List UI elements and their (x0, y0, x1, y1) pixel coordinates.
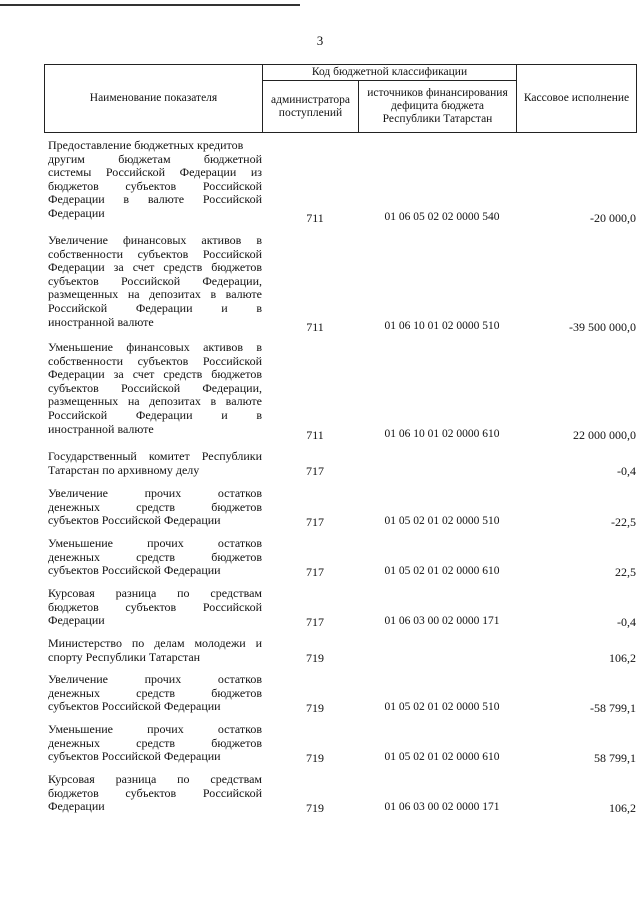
row-name: Увеличение прочих остатков денежных средств бюджетов субъектов Российской Федерации (48, 672, 262, 714)
row-amount: -22,5 (611, 515, 636, 529)
row-amount: -0,4 (617, 464, 636, 478)
header-admin-column: администратора поступлений (263, 81, 359, 133)
row-name: Уменьшение прочих остатков денежных средств бюджетов субъектов Российской Федерации (48, 722, 262, 764)
row-source-code: 01 05 02 01 02 0000 510 (384, 701, 500, 713)
row-name: Государственный комитет Республики Татарстан по архивному делу (48, 449, 262, 477)
row-name: Курсовая разница по средствам бюджетов субъектов Российской Федерации (48, 772, 262, 814)
row-admin-code: 719 (306, 701, 324, 715)
row-name: Увеличение прочих остатков денежных средств бюджетов субъектов Российской Федерации (48, 486, 262, 528)
header-code-group: Код бюджетной классификации (263, 65, 517, 81)
row-amount: 106,2 (609, 651, 636, 665)
row-amount: 58 799,1 (594, 751, 636, 765)
row-amount: 22 000 000,0 (573, 428, 636, 442)
row-admin-code: 717 (306, 464, 324, 478)
row-admin-code: 717 (306, 515, 324, 529)
header-source-column: источников финансирования дефицита бюджета Республики Татарстан (359, 81, 517, 133)
row-source-code: 01 06 10 01 02 0000 510 (384, 320, 500, 332)
row-source-code: 01 06 10 01 02 0000 610 (384, 428, 500, 440)
row-admin-code: 719 (306, 751, 324, 765)
row-admin-code: 719 (306, 801, 324, 815)
row-source-code: 01 06 03 00 02 0000 171 (384, 615, 500, 627)
row-admin-code: 711 (306, 428, 324, 442)
row-admin-code: 717 (306, 565, 324, 579)
page-number: 3 (316, 33, 324, 48)
row-amount: -39 500 000,0 (569, 320, 636, 334)
row-source-code: 01 05 02 01 02 0000 610 (384, 751, 500, 763)
row-name: Уменьшение прочих остатков денежных средств бюджетов субъектов Российской Федерации (48, 536, 262, 578)
row-name: Уменьшение финансовых активов в собственности субъектов Российской Федерации за счет средств бюджетов субъектов Российской Федерации, размещенных на депозитах в валюте Российской Федерации и в иностранной валюте (48, 340, 262, 436)
row-name: Министерство по делам молодежи и спорту Республики Татарстан (48, 636, 262, 664)
row-amount: -58 799,1 (590, 701, 636, 715)
row-source-code: 01 06 05 02 02 0000 540 (384, 211, 500, 223)
row-amount: -0,4 (617, 615, 636, 629)
row-amount: 22,5 (615, 565, 636, 579)
row-admin-code: 717 (306, 615, 324, 629)
header-name-column: Наименование показателя (45, 65, 263, 133)
row-name: Предоставление бюджетных кредитов другим бюджетам бюджетной системы Российской Федерации из бюджетов субъектов Российской Федерации в валюте Российской Федерации (48, 138, 262, 220)
row-amount: -20 000,0 (590, 211, 636, 225)
row-source-code: 01 05 02 01 02 0000 610 (384, 565, 500, 577)
row-source-code: 01 05 02 01 02 0000 510 (384, 515, 500, 527)
row-admin-code: 719 (306, 651, 324, 665)
row-name: Увеличение финансовых активов в собственности субъектов Российской Федерации за счет средств бюджетов субъектов Российской Федерации, размещенных на депозитах в валюте Российской Федерации и в иностранной валюте (48, 233, 262, 329)
row-source-code: 01 06 03 00 02 0000 171 (384, 801, 500, 813)
row-amount: 106,2 (609, 801, 636, 815)
header-cash-column: Кассовое исполнение (517, 65, 637, 133)
row-admin-code: 711 (306, 320, 324, 334)
row-admin-code: 711 (306, 211, 324, 225)
row-name: Курсовая разница по средствам бюджетов субъектов Российской Федерации (48, 586, 262, 628)
